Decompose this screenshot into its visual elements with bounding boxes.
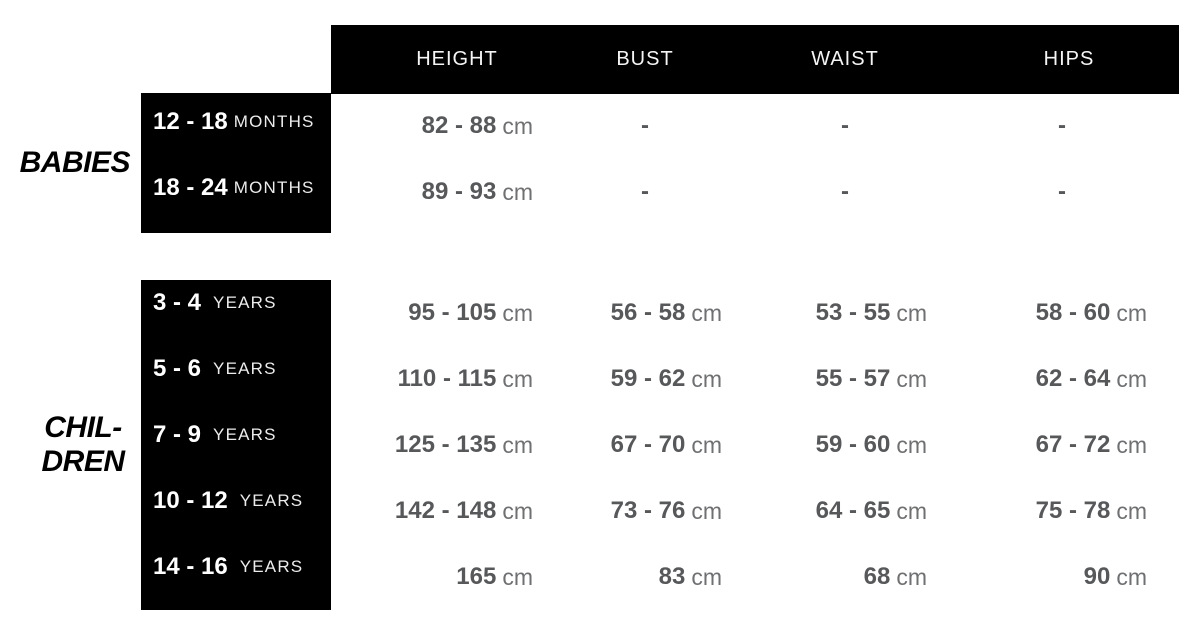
waist-value-cell [745,280,945,346]
hips-value-cell [945,544,1179,610]
height-value: 165 [456,563,497,590]
height-value-cell [331,544,545,610]
group-label-children-line1: CHIL- [44,411,122,444]
height-value-cell [331,280,545,346]
age-range: 12 - 18 [153,108,228,135]
unit-label: cm [896,365,927,392]
group-label-children [0,280,148,610]
waist-value: 53 - 55 [815,299,891,326]
age-range: 10 - 12 [153,487,228,514]
unit-label: cm [1116,497,1147,524]
column-header-waist: WAIST [811,48,879,70]
column-header-hips: HIPS [1043,48,1095,70]
waist-value-cell [745,478,945,544]
waist-value-cell [745,544,945,610]
unit-label: cm [502,112,533,139]
age-unit-label: YEARS [213,425,277,444]
bust-value: 56 - 58 [610,299,686,326]
age-range-cell [141,534,331,600]
age-range: 3 - 4 [153,289,202,316]
waist-value: 55 - 57 [815,365,891,392]
height-value-cell [331,478,545,544]
hips-value-cell [945,280,1179,346]
hips-value: - [1058,112,1066,139]
bust-value-cell [545,544,745,610]
height-value-cell [331,412,545,478]
waist-value-cell [745,93,945,159]
age-range-cell [141,336,331,402]
bust-value: 83 [658,563,686,590]
age-range: 7 - 9 [153,421,202,448]
waist-value-cell [745,159,945,225]
group-label-children-line2: DREN [41,445,125,478]
unit-label: cm [691,497,722,524]
unit-label: cm [896,299,927,326]
hips-value: 75 - 78 [1035,497,1111,524]
waist-value: 59 - 60 [815,431,891,458]
unit-label: cm [1116,563,1147,590]
unit-label: cm [691,299,722,326]
hips-value: 62 - 64 [1035,365,1111,392]
unit-label: cm [1116,431,1147,458]
column-header-height: HEIGHT [416,48,498,70]
column-header-bust: BUST [616,48,674,70]
age-range: 14 - 16 [153,553,228,580]
height-value-cell [331,93,545,159]
unit-label: cm [502,365,533,392]
age-range: 5 - 6 [153,355,202,382]
bust-value-cell [545,346,745,412]
size-table-header [331,25,1179,94]
bust-value-cell [545,280,745,346]
bust-value-cell [545,478,745,544]
hips-value: 58 - 60 [1035,299,1111,326]
height-value-cell [331,159,545,225]
unit-label: cm [1116,299,1147,326]
hips-value-cell [945,159,1179,225]
height-value: 89 - 93 [421,178,497,205]
age-unit-label: YEARS [213,293,277,312]
hips-value-cell [945,93,1179,159]
waist-value-cell [745,412,945,478]
unit-label: cm [502,563,533,590]
unit-label: cm [896,497,927,524]
table-row [141,544,1179,610]
height-value: 142 - 148 [394,497,497,524]
table-row [141,93,1179,159]
age-unit-label: YEARS [239,491,304,510]
hips-value-cell [945,478,1179,544]
bust-value-cell [545,412,745,478]
waist-value: - [841,178,849,205]
age-range-cell [141,468,331,534]
bust-value: - [641,112,649,139]
bust-value: 67 - 70 [610,431,686,458]
age-unit-label: MONTHS [233,178,315,197]
unit-label: cm [691,431,722,458]
unit-label: cm [502,431,533,458]
age-range: 18 - 24 [153,174,228,201]
height-value: 82 - 88 [421,112,497,139]
bust-value: 59 - 62 [610,365,686,392]
unit-label: cm [502,178,533,205]
age-unit-label: MONTHS [233,112,315,131]
group-label-babies [0,93,130,233]
height-value: 110 - 115 [397,365,497,392]
unit-label: cm [896,563,927,590]
waist-value: 64 - 65 [815,497,891,524]
unit-label: cm [1116,365,1147,392]
height-value: 95 - 105 [408,299,497,326]
age-unit-label: YEARS [239,557,304,576]
hips-value: 67 - 72 [1035,431,1111,458]
unit-label: cm [502,299,533,326]
hips-value-cell [945,346,1179,412]
height-value: 125 - 135 [394,431,497,458]
unit-label: cm [502,497,533,524]
bust-value: - [641,178,649,205]
unit-label: cm [896,431,927,458]
bust-value-cell [545,93,745,159]
hips-value: 90 [1083,563,1111,590]
group-label-babies-text: BABIES [19,146,130,179]
age-range-cell [141,270,331,336]
waist-value: 68 [863,563,891,590]
unit-label: cm [691,365,722,392]
bust-value: 73 - 76 [610,497,686,524]
age-unit-label: YEARS [213,359,277,378]
table-row [141,159,1179,225]
age-range-cell [141,402,331,468]
waist-value-cell [745,346,945,412]
unit-label: cm [691,563,722,590]
height-value-cell [331,346,545,412]
hips-value: - [1058,178,1066,205]
bust-value-cell [545,159,745,225]
waist-value: - [841,112,849,139]
age-range-cell [141,155,331,221]
hips-value-cell [945,412,1179,478]
age-range-cell [141,89,331,155]
